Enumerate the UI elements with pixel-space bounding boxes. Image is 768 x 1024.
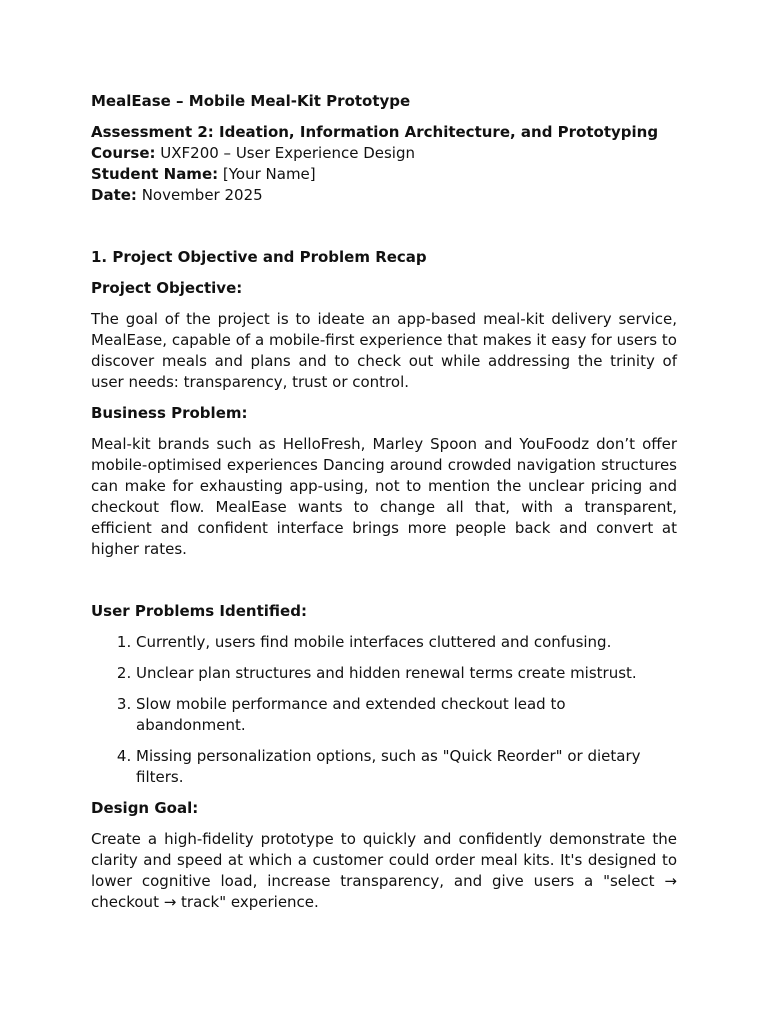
section-heading: 1. Project Objective and Problem Recap bbox=[91, 248, 427, 266]
date-value: November 2025 bbox=[136, 186, 263, 204]
business-problem-heading: Business Problem: bbox=[91, 404, 248, 422]
list-item: 1. Currently, users find mobile interfaces cluttered and confusing. bbox=[136, 632, 677, 653]
student-line bbox=[91, 164, 677, 185]
objective-paragraph: The goal of the project is to ideate an app-based meal-kit delivery service, MealEase, capable of a mobile-first experience that makes it easy for users to discover meals and plans and to check out while addressing the trinity of user needs: transparency, trust or control. bbox=[91, 310, 677, 391]
course-line bbox=[91, 143, 677, 164]
student-label: Student Name: bbox=[91, 165, 219, 183]
design-goal-heading: Design Goal: bbox=[91, 799, 199, 817]
date-line bbox=[91, 185, 677, 206]
objective-heading: Project Objective: bbox=[91, 279, 243, 297]
assessment-line: Assessment 2: Ideation, Information Architecture, and Prototyping bbox=[91, 123, 659, 141]
design-goal-paragraph: Create a high-fidelity prototype to quickly and confidently demonstrate the clarity and speed at which a customer could order meal kits. It's designed to lower cognitive load, increase transparency, and give users a "select → checkout → track" experience. bbox=[91, 830, 677, 911]
date-label: Date: bbox=[91, 186, 137, 204]
user-problems-list bbox=[91, 632, 677, 788]
document-content bbox=[91, 91, 677, 923]
student-value: [Your Name] bbox=[218, 165, 316, 183]
business-problem-paragraph: Meal-kit brands such as HelloFresh, Marley Spoon and YouFoodz don’t offer mobile-optimised experiences Dancing around crowded navigation structures can make for exhausting app-using, not to mention the unclear pricing and checkout flow. MealEase wants to change all that, with a transparent, efficient and confident interface brings more people back and convert at higher rates. bbox=[91, 435, 677, 558]
user-problems-heading: User Problems Identified: bbox=[91, 602, 307, 620]
document-title: MealEase – Mobile Meal-Kit Prototype bbox=[91, 92, 411, 110]
list-item: 2. Unclear plan structures and hidden renewal terms create mistrust. bbox=[136, 663, 677, 684]
course-value: UXF200 – User Experience Design bbox=[155, 144, 415, 162]
list-item: 3. Slow mobile performance and extended checkout lead to abandonment. bbox=[136, 694, 677, 736]
list-item: 4. Missing personalization options, such as "Quick Reorder" or dietary filters. bbox=[136, 746, 677, 788]
course-label: Course: bbox=[91, 144, 156, 162]
